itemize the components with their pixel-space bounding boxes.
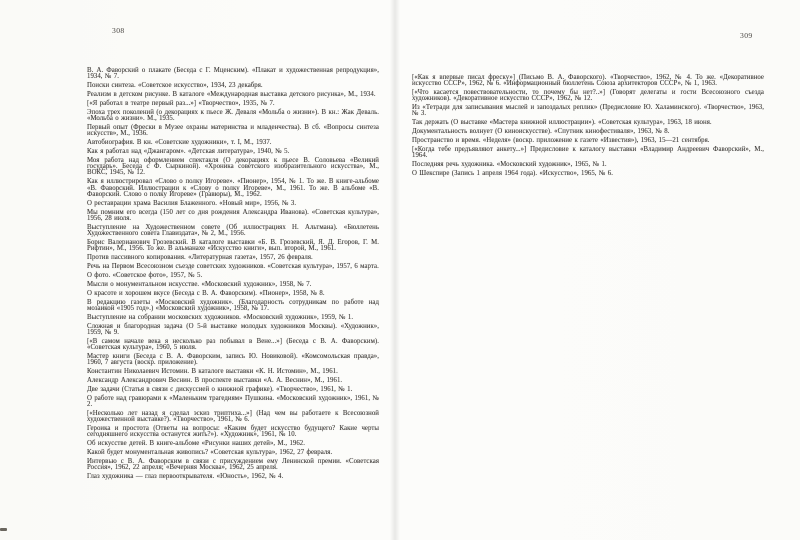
bibliography-entry: Реализм в детском рисунке. В каталоге «Международная выставка детского рисунка», М., 1934. [87, 91, 376, 99]
bibliography-entry: Моя работа над оформлением спектакля (О декорациях к пьесе В. Соловьева «Великий государь». Беседа с Ф. Сыркиной). «Хроника советского изобразительного искусства», М., ВОКС, 1945, № 12. [87, 157, 379, 177]
bibliography-entry: Борис Валерианович Грозевский. В каталоге выставки «Б. В. Грозевский, Я. Д. Егоров, Г. М. Рифтин», М., 1956. То же. В альманахе «Искусство книги», вып. второй, М., 1961. [87, 238, 379, 252]
bibliography-entry: [«Несколько лет назад я сделал эскиз триптиха...»] (Над чем вы работаете к Всесоюзной художественной выставке?). «Творчество», 1961, № 6. [87, 410, 379, 424]
bibliography-entry: Против пассивного копирования. «Литературная газета», 1957, 26 февраля. [87, 253, 313, 261]
page-number-right: 309 [740, 31, 753, 40]
bibliography-entry: В редакцию газеты «Московский художник». (Благодарность сотрудникам по работе над мозаикой «1905 год».) «Московский художник», 1958, № 17. [87, 298, 379, 312]
bibliography-entry: Выступление на Художественном совете (Об иллюстрациях Н. Альтмана). «Бюллетень Художественного совета Главиздата», № 2, М., 1956. [87, 223, 379, 237]
bibliography-entry: Так держать (О выставке «Мастера книжной иллюстрации»). «Советская культура», 1963, 18 июня. [412, 119, 712, 127]
bibliography-entry: О работе над гравюрами к «Маленьким трагедиям» Пушкина. «Московский художник», 1961, № 2. [87, 394, 379, 409]
bibliography-entry: Выступление на собрании московских художников. «Московский художник», 1959, № 1. [87, 313, 354, 321]
bibliography-entry: Сложная и благородная задача (О 5-й выставке молодых художников Москвы). «Художник», 1959, № 9. [87, 322, 379, 336]
bibliography-entry: Глаз художника — глаз первооткрывателя. «Юность», 1962, № 4. [87, 473, 284, 481]
bibliography-entry: Как я иллюстрировал «Слово о полку Игореве». «Пионер», 1954, № 1. То же. В книге-альбоме «В. Фаворский. Иллюстрации к «Слову о полку Игореве», М., 1961. То же. В альбоме «В. Фаворский. Слово о полку Игореве» (Гравюры), М., 1962. [87, 178, 379, 198]
bibliography-entry: [«Когда тебе предъявляют анкету...»] Предисловие к каталогу выставки «Владимир Андреевич Фаворский», М., 1964. [412, 146, 764, 160]
bibliography-entry: Какой будет монументальная живопись? «Советская культура», 1962, 27 февраля. [87, 449, 333, 457]
bibliography-entry: Как я работал над «Джангаром». «Детская литература», 1940, № 5. [87, 148, 290, 156]
bibliography-entry: В. А. Фаворский о плакате (Беседа с Г. Мценским). «Плакат и художественная репродукция», 1934, № 7. [87, 67, 379, 81]
bibliography-entry: [«В самом начале века я несколько раз побывал в Вене...»] (Беседа с В. А. Фаворским). «Советская культура», 1960, 5 июля. [87, 337, 379, 351]
bibliography-entry: Мастер книги (Беседа с В. А. Фаворским, запись Ю. Новиковой). «Комсомольская правда», 1960, 7 августа (воскр. приложение). [87, 352, 379, 367]
bibliography-entry: Константин Николаевич Истомин. В каталоге выставки «К. Н. Истомин», М., 1961. [87, 368, 338, 376]
bibliography-entry: [«Что касается повествовательности, то почему бы нет?..»] (Говорят делегаты и гости Всесоюзного съезда художников). «Декоративное искусство СССР», 1962, № 12. [412, 89, 764, 103]
bibliography-entry: Первый опыт (Фрески в Музее охраны материнства и младенчества). В сб. «Вопросы синтеза искусств», М., 1936. [87, 124, 379, 138]
left-page-text-column [87, 68, 379, 483]
right-page-text-column [412, 75, 764, 180]
bibliography-entry: Автобиография. В кн. «Советские художники», т. I, М., 1937. [87, 139, 272, 147]
bibliography-entry: Героика и простота (Ответы на вопросы: «Каким будет искусство будущего? Какие черты сегодняшнего искусства останутся жить?»). «Художник», 1961, № 10. [87, 425, 379, 439]
scan-speck [0, 528, 7, 531]
bibliography-entry: О реставрации храма Василия Блаженного. «Новый мир», 1956, № 3. [87, 199, 297, 207]
bibliography-entry: [«Я работал в театре первый раз...»] «Творчество», 1935, № 7. [87, 100, 275, 108]
bibliography-entry: О Шекспире (Запись 1 апреля 1964 года). «Искусство», 1965, № 6. [412, 170, 613, 178]
bibliography-entry: [«Как я впервые писал фреску»] (Письмо В. А. Фаворского). «Творчество», 1962, № 4. То же. «Декоративное искусство СССР», 1962, № 6. «Информационный бюллетень Союза архитекторов СССР», № 1, 1963. [412, 74, 764, 88]
bibliography-entry: Александр Александрович Веснин. В проспекте выставки «А. А. Веснин», М., 1961. [87, 377, 343, 385]
bibliography-entry: Эпоха трех поколений (о декорациях к пьесе Ж. Деваля «Мольба о жизни»). В кн.: Жак Деваль. «Мольба о жизни». М., 1935. [87, 108, 379, 123]
bibliography-entry: Две задачи (Статья в связи с дискуссией о книжной графике). «Творчество», 1961, № 1. [87, 385, 353, 393]
page-gutter-shadow [390, 0, 400, 540]
bibliography-entry: Поиски синтеза. «Советское искусство», 1934, 23 декабря. [87, 82, 263, 90]
bibliography-entry: Мы помним его всегда (150 лет со дня рождения Александра Иванова). «Советская культура», 1956, 28 июля. [87, 208, 379, 222]
bibliography-entry: Мысли о монументальном искусстве. «Московский художник», 1958, № 7. [87, 280, 312, 288]
bibliography-entry: О красоте и хорошем вкусе (Беседа с В. А. Фаворским). «Пионер», 1958, № 8. [87, 289, 325, 297]
bibliography-entry: Интервью с В. А. Фаворским в связи с присуждением ему Ленинской премии. «Советская Россия», 1962, 22 апреля; «Вечерняя Москва», 1962, 25 апреля. [87, 458, 379, 472]
page-number-left: 308 [112, 26, 125, 35]
bibliography-entry: Пространство и время. «Неделя» (воскр. приложение к газете «Известия»), 1963, 15—21 сентября. [412, 137, 710, 145]
bibliography-entry: Документальность волнует (О киноискусстве). «Спутник кинофестиваля», 1963, № 8. [412, 128, 670, 136]
bibliography-entry: Последняя речь художника. «Московский художник», 1965, № 1. [412, 161, 607, 169]
bibliography-entry: Речь на Первом Всесоюзном съезде советских художников. «Советская культура», 1957, 6 марта. [87, 262, 379, 270]
bibliography-entry: Об искусстве детей. В книге-альбоме «Рисунки наших детей», М., 1962. [87, 440, 305, 448]
bibliography-entry: Из «Тетради для записывания мыслей и запоздалых реплик» (Предисловие Ю. Халаминского). «Творчество», 1963, № 3. [412, 104, 764, 118]
bibliography-entry: О фото. «Советское фото», 1957, № 5. [87, 271, 203, 279]
